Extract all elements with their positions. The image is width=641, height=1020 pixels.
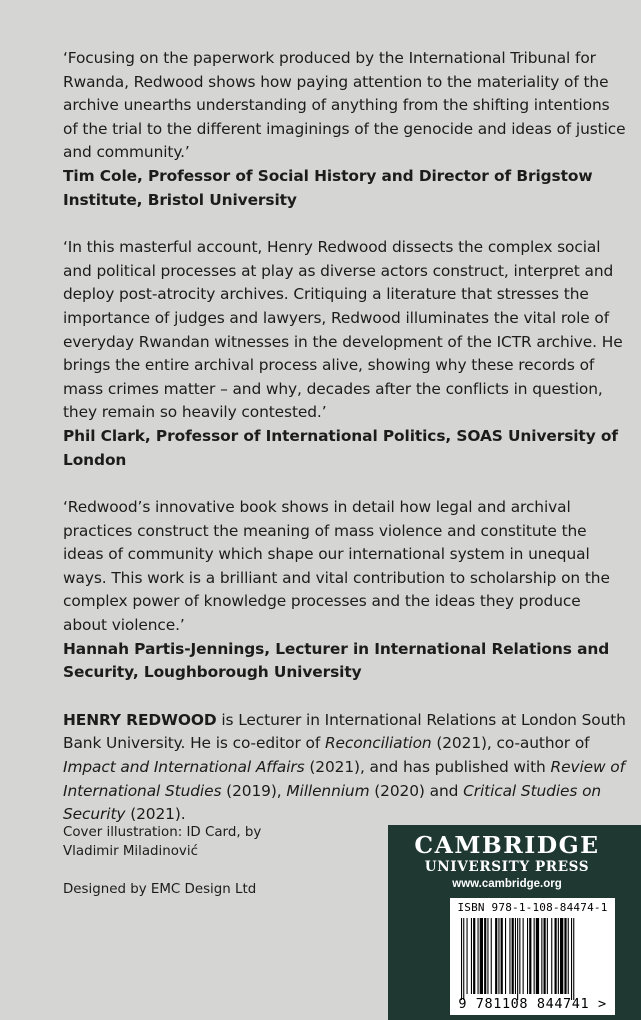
barcode-bar: [512, 918, 514, 994]
barcode-bar: [478, 918, 479, 994]
barcode-bar: [515, 918, 516, 994]
endorsement-quote: ‘Redwood’s innovative book shows in detail how legal and archival practices construct the meaning of mass violence and constitute the ideas of community which shape our international system in unequal ways. This work is a brilliant and vital contribution to scholarship on the complex power of knowledge processes and the ideas they produce about violence.’: [63, 498, 610, 635]
design-credit: Designed by EMC Design Ltd: [63, 882, 257, 897]
barcode-bar: [547, 918, 548, 994]
barcode-digits: 9 781108 844741 >: [458, 996, 607, 1012]
barcode-bar: [463, 918, 464, 1000]
barcode-bar: [487, 918, 488, 994]
barcode-bar: [523, 918, 524, 994]
barcode-bar: [480, 918, 483, 994]
barcode-bar: [498, 918, 499, 994]
barcode-bar: [564, 918, 566, 994]
barcode-bar: [461, 918, 462, 1000]
author-bio: [63, 709, 628, 827]
barcode-bar: [534, 918, 535, 994]
barcode-bar: [551, 918, 552, 994]
barcode-bar: [509, 918, 510, 994]
barcode-bar: [571, 918, 572, 1000]
endorsement-3: [63, 496, 628, 685]
barcode-bar: [501, 918, 503, 994]
bio-text: is Lecturer in International Relations at London South Bank University. He is co-editor of: [63, 710, 626, 753]
bio-text: (2019),: [221, 781, 287, 800]
publisher-panel: [388, 825, 641, 1020]
endorsement-attribution: Phil Clark, Professor of International Politics, SOAS University of London: [63, 426, 618, 469]
endorsement-attribution: Tim Cole, Professor of Social History and Director of Brigstow Institute, Bristol University: [63, 166, 593, 209]
barcode-bar: [568, 918, 569, 994]
barcode-bar: [505, 918, 506, 994]
barcode-icon: [457, 918, 607, 1000]
bio-title-reconciliation: Reconciliation: [324, 734, 432, 753]
bio-title-impact: Impact and International Affairs: [63, 758, 305, 777]
barcode-bar: [471, 918, 472, 994]
back-cover-text: [63, 47, 628, 851]
endorsement-attribution: Hannah Partis-Jennings, Lecturer in International Relations and Security, Loughborough University: [63, 639, 610, 682]
barcode-bar: [536, 918, 539, 994]
endorsement-1: [63, 47, 628, 212]
bio-text: (2021).: [125, 805, 186, 824]
cover-illustration-credit: Cover illustration: ID Card, by Vladimir Miladinović: [63, 825, 262, 859]
barcode-bar: [558, 918, 559, 994]
endorsement-quote: ‘Focusing on the paperwork produced by the International Tribunal for Rwanda, Redwood shows how paying attention to the materiality of the archive unearths understanding of anything from the shifting intentions of the trial to the different imaginings of the genocide and ideas of justice and community.’: [63, 49, 626, 162]
publisher-name-line1: CAMBRIDGE: [414, 831, 600, 859]
barcode-bar: [517, 918, 518, 1000]
isbn-number: ISBN 978-1-108-84474-1: [457, 901, 608, 914]
barcode-bar: [555, 918, 557, 994]
cover-credits: [63, 823, 293, 918]
barcode-bar: [544, 918, 546, 994]
barcode-bar: [467, 918, 468, 994]
barcode-bar: [484, 918, 486, 994]
barcode-bar: [529, 918, 531, 994]
bio-text: (2021), co-author of: [431, 734, 590, 753]
barcode-bar: [560, 918, 563, 994]
isbn-barcode: [450, 898, 615, 1015]
bio-title-millennium: Millennium: [286, 781, 370, 800]
barcode-bar: [527, 918, 528, 994]
bio-title-critical-studies: Critical Studies on Security: [63, 781, 602, 824]
publisher-name-line2: UNIVERSITY PRESS: [424, 859, 590, 875]
barcode-bar: [573, 918, 574, 1000]
endorsement-2: [63, 236, 628, 472]
barcode-bar: [541, 918, 542, 994]
barcode-bar: [519, 918, 520, 994]
bio-text: (2020) and: [369, 781, 464, 800]
endorsement-quote: ‘In this masterful account, Henry Redwood dissects the complex social and political processes at play as diverse actors construct, interpret and deploy post-atrocity archives. Critiquing a literature that stresses the importance of judges and lawyers, Redwood illuminates the vital role of everyday Rwandan witnesses in the development of the ICTR archive. He brings the entire archival process alive, showing why these records of mass crimes matter – and why, decades after the conflicts in question, they remain so heavily contested.’: [63, 238, 623, 422]
bio-title-review: Review of International Studies: [63, 758, 625, 800]
barcode-bar: [473, 918, 475, 994]
barcode-bar: [491, 918, 492, 994]
publisher-url: www.cambridge.org: [452, 878, 562, 890]
author-name: HENRY REDWOOD: [63, 710, 217, 729]
barcode-bar: [495, 918, 497, 994]
publisher-logo: [388, 831, 626, 875]
bio-text: (2021), and has published with: [304, 758, 551, 777]
